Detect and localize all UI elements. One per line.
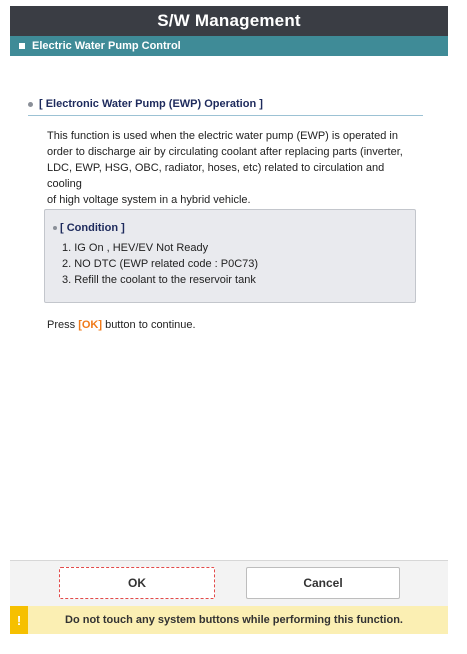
description-line: LDC, EWP, HSG, OBC, radiator, hoses, etc) related to circulation and cooling [47,162,385,190]
condition-item: 2. NO DTC (EWP related code : P0C73) [62,258,259,270]
exclamation-icon: ! [10,606,28,634]
condition-title [53,222,125,234]
warning-bar [10,606,448,634]
condition-list [62,240,258,288]
condition-box [44,209,416,303]
section-heading [28,98,423,116]
bullet-icon [53,226,57,230]
condition-item: 1. IG On , HEV/EV Not Ready [62,242,209,254]
window-title-bar [10,6,448,36]
section-heading-text: [ Electronic Water Pump (EWP) Operation ] [39,98,263,110]
subtitle-bar [10,36,448,56]
description-line: of high voltage system in a hybrid vehicle. [47,194,251,206]
condition-item: 3. Refill the coolant to the reservoir tank [62,274,256,286]
instruction-ok-highlight: [OK] [78,319,103,331]
condition-title-text: [ Condition ] [60,222,125,234]
window-title: S/W Management [157,11,301,30]
instruction-prefix: Press [47,319,79,331]
instruction-suffix: button to continue. [102,319,196,331]
warning-text: Do not touch any system buttons while performing this function. [65,614,403,626]
instruction-text [47,319,196,331]
description-line: order to discharge air by circulating coolant after replacing parts (inverter, [47,146,403,158]
section-description [47,128,419,208]
cancel-button[interactable]: Cancel [246,567,400,599]
ok-button[interactable]: OK [59,567,215,599]
description-line: This function is used when the electric water pump (EWP) is operated in [47,130,398,142]
subtitle-text: Electric Water Pump Control [32,40,181,52]
button-footer [10,560,448,607]
bullet-icon [28,102,33,107]
square-icon [19,43,25,49]
dialog-frame [10,6,448,634]
